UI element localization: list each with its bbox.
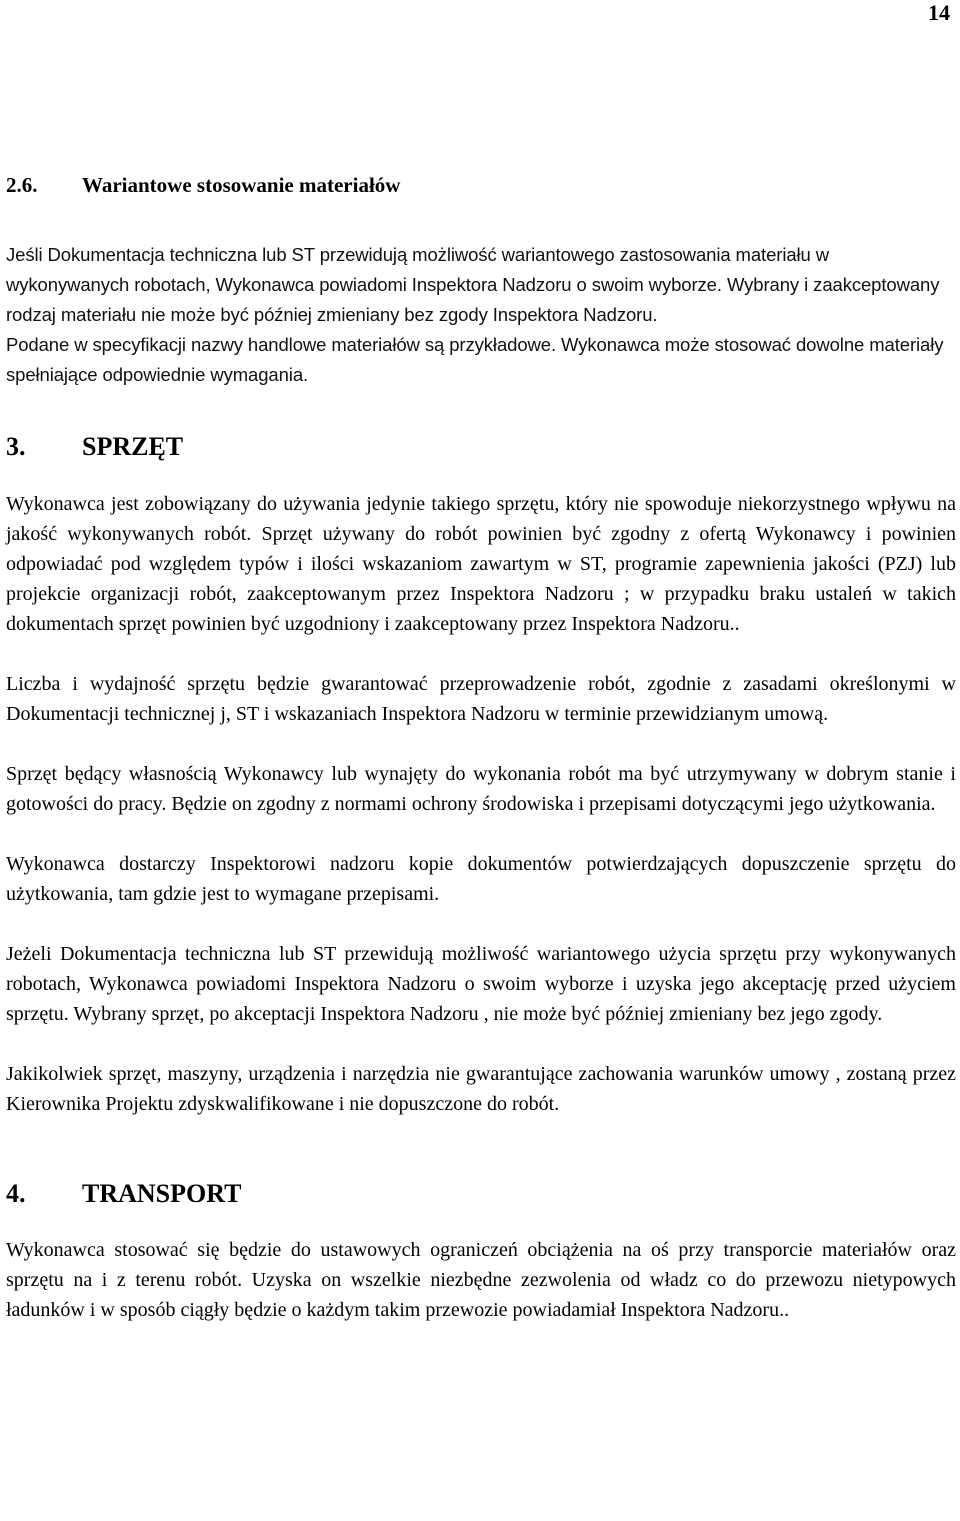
section-title: Wariantowe stosowanie materiałów (82, 173, 401, 197)
paragraph: Wykonawca stosować się będzie do ustawowych ograniczeń obciążenia na oś przy transporcie materiałów oraz sprzętu na i z terenu robót. Uzyska on wszelkie niezbędne zezwolenia od władz co do przewozu nietypowych ładunków i w sposób ciągły będzie o każdym takim przewozie powiadamiał Inspektora Nadzoru.. (6, 1239, 956, 1321)
paragraph: Jakikolwiek sprzęt, maszyny, urządzenia i narzędzia nie gwarantujące zachowania warunków umowy , zostaną przez Kierownika Projektu zdyskwalifikowane i nie dopuszczone do robót. (6, 1063, 956, 1115)
section-number: 2.6. (6, 173, 38, 197)
section-heading-2-6 (6, 170, 956, 200)
document-body (6, 170, 956, 1325)
paragraph: Jeżeli Dokumentacja techniczna lub ST przewidują możliwość wariantowego użycia sprzętu przy wykonywanych robotach, Wykonawca powiadomi Inspektora Nadzoru o swoim wyborze i uzyska jego akceptację przed użyciem sprzętu. Wybrany sprzęt, po akceptacji Inspektora Nadzoru , nie może być później zmieniany bez jego zgody. (6, 943, 956, 1025)
paragraph: Wykonawca dostarczy Inspektorowi nadzoru kopie dokumentów potwierdzających dopuszczenie sprzętu do użytkowania, tam gdzie jest to wymagane przepisami. (6, 853, 956, 905)
paragraph: Podane w specyfikacji nazwy handlowe materiałów są przykładowe. Wykonawca może stosować dowolne materiały spełniające odpowiednie wymagania. (6, 334, 944, 385)
paragraph: Sprzęt będący własnością Wykonawcy lub wynajęty do wykonania robót ma być utrzymywany w dobrym stanie i gotowości do pracy. Będzie on zgodny z normami ochrony środowiska i przepisami dotyczącymi jego użytkowania. (6, 763, 956, 815)
section-number: 3. (6, 432, 26, 461)
section-title: SPRZĘT (82, 432, 184, 461)
paragraph: Liczba i wydajność sprzętu będzie gwarantować przeprowadzenie robót, zgodnie z zasadami określonymi w Dokumentacji technicznej j, ST i wskazaniach Inspektora Nadzoru w terminie przewidzianym umową. (6, 673, 956, 725)
page-number: 14 (928, 0, 950, 25)
section-title: TRANSPORT (82, 1179, 242, 1208)
paragraph: Wykonawca jest zobowiązany do używania jedynie takiego sprzętu, który nie spowoduje niekorzystnego wpływu na jakość wykonywanych robót. Sprzęt używany do robót powinien być zgodny z ofertą Wykonawcy i powinien odpowiadać pod względem typów i ilości wskazaniom zawartym w ST, programie zapewnienia jakości (PZJ) lub projekcie organizacji robót, zaakceptowanym przez Inspektora Nadzoru ; w przypadku braku ustaleń w takich dokumentach sprzęt powinien być uzgodniony i zaakceptowany przez Inspektora Nadzoru.. (6, 493, 956, 635)
paragraph: Jeśli Dokumentacja techniczna lub ST przewidują możliwość wariantowego zastosowania materiału w wykonywanych robotach, Wykonawca powiadomi Inspektora Nadzoru o swoim wyborze. Wybrany i zaakceptowany rodzaj materiału nie może być później zmieniany bez zgody Inspektora Nadzoru. (6, 244, 940, 325)
section-heading-4 (6, 1177, 956, 1211)
section-number: 4. (6, 1179, 26, 1208)
section-heading-3 (6, 430, 956, 464)
